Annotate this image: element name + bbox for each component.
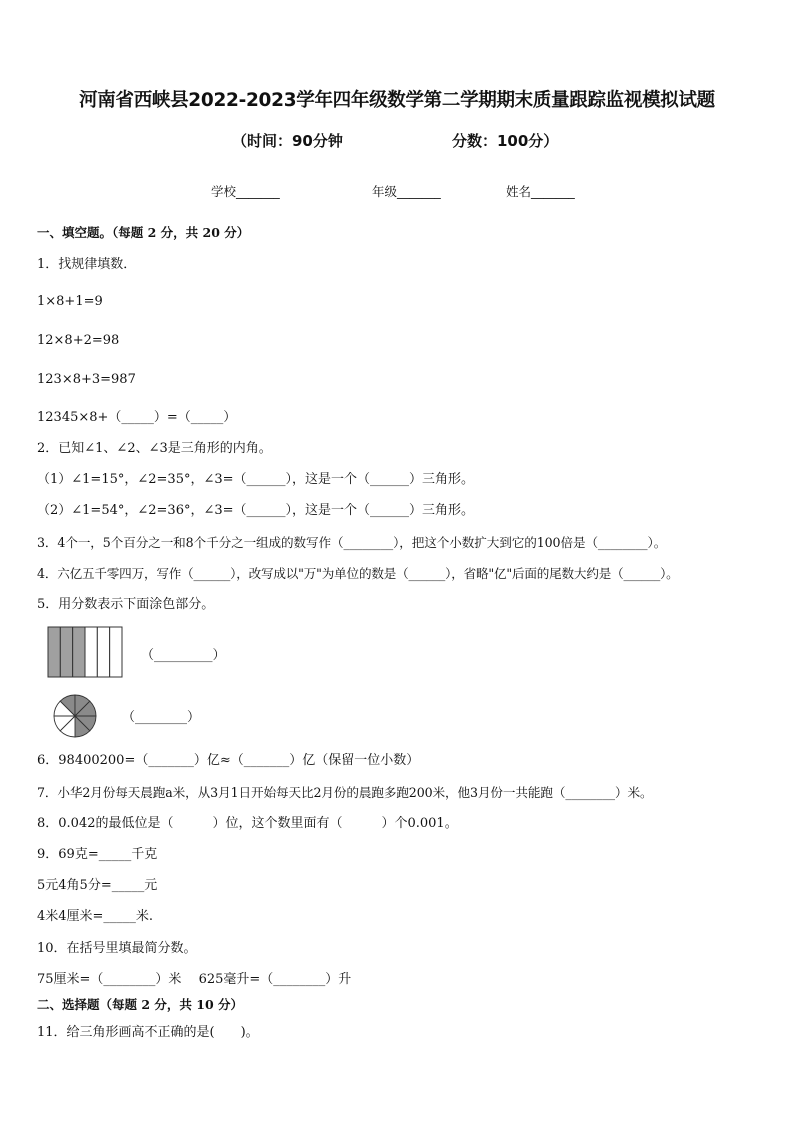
page-title: 河南省西峡县2022-2023学年四年级数学第二学期期末质量跟踪监视模拟试题 xyxy=(79,90,715,111)
rect-part xyxy=(48,627,60,677)
q1-stem: 1．找规律填数． xyxy=(37,257,137,272)
rect-part xyxy=(85,627,97,677)
q9-line3: 4米4厘米=_____米. xyxy=(37,909,154,924)
q3: 3．4个一，5个百分之一和8个千分之一组成的数写作（________），把这个小数扩大到它的100倍是（________）。 xyxy=(37,535,667,550)
q2-part1: （1）∠1=15°，∠2=35°，∠3=（______），这是一个（______）三角形。 xyxy=(37,472,475,487)
q11: 11．给三角形画高不正确的是( )。 xyxy=(37,1025,259,1040)
q5-answer1[interactable]: （_________） xyxy=(141,648,226,663)
q2-stem: 2．已知∠1、∠2、∠3是三角形的内角。 xyxy=(37,441,272,456)
name-field[interactable]: 姓名_______ xyxy=(506,184,575,199)
school-field[interactable]: 学校_______ xyxy=(211,184,280,199)
q10-stem: 10．在括号里填最简分数。 xyxy=(37,941,197,956)
rect-part xyxy=(60,627,72,677)
q1-line3: 123×8+3=987 xyxy=(37,372,136,387)
section1-heading: 一、填空题。（每题 2 分，共 20 分） xyxy=(37,225,250,240)
q1-line2: 12×8+2=98 xyxy=(37,333,120,348)
q6: 6．98400200=（_______）亿≈（_______）亿（保留一位小数） xyxy=(37,753,420,768)
q4: 4．六亿五千零四万，写作（______），改写成以"万"为单位的数是（______），省略"亿"后面的尾数大约是（______）。 xyxy=(37,566,679,581)
rect-part xyxy=(73,627,85,677)
q5-stem: 5．用分数表示下面涂色部分。 xyxy=(37,597,215,612)
q5-circle-figure xyxy=(52,693,98,739)
rect-part xyxy=(110,627,122,677)
grade-field[interactable]: 年级_______ xyxy=(372,184,441,199)
q7: 7．小华2月份每天晨跑a米，从3月1日开始每天比2月份的晨跑多跑200米，他3月份一共能跑（________）米。 xyxy=(37,785,653,800)
q5-answer2[interactable]: （________） xyxy=(122,710,201,725)
q5-rect-figure xyxy=(47,626,123,678)
exam-time: （时间：90分钟 xyxy=(232,132,343,150)
q2-part2: （2）∠1=54°，∠2=36°，∠3=（______），这是一个（______）三角形。 xyxy=(37,503,475,518)
q1-line1: 1×8+1=9 xyxy=(37,294,103,309)
q9-line1: 9．69克=_____千克 xyxy=(37,847,158,862)
rect-part xyxy=(97,627,109,677)
exam-score: 分数：100分） xyxy=(452,132,559,150)
section2-heading: 二、选择题（每题 2 分，共 10 分） xyxy=(37,997,244,1012)
q8: 8．0.042的最低位是（ ）位，这个数里面有（ ）个0.001。 xyxy=(37,816,458,831)
q1-line4: 12345×8+（_____）=（_____） xyxy=(37,410,237,425)
q9-line2: 5元4角5分=_____元 xyxy=(37,878,158,893)
q10-line1: 75厘米=（________）米 625毫升=（________）升 xyxy=(37,972,352,987)
